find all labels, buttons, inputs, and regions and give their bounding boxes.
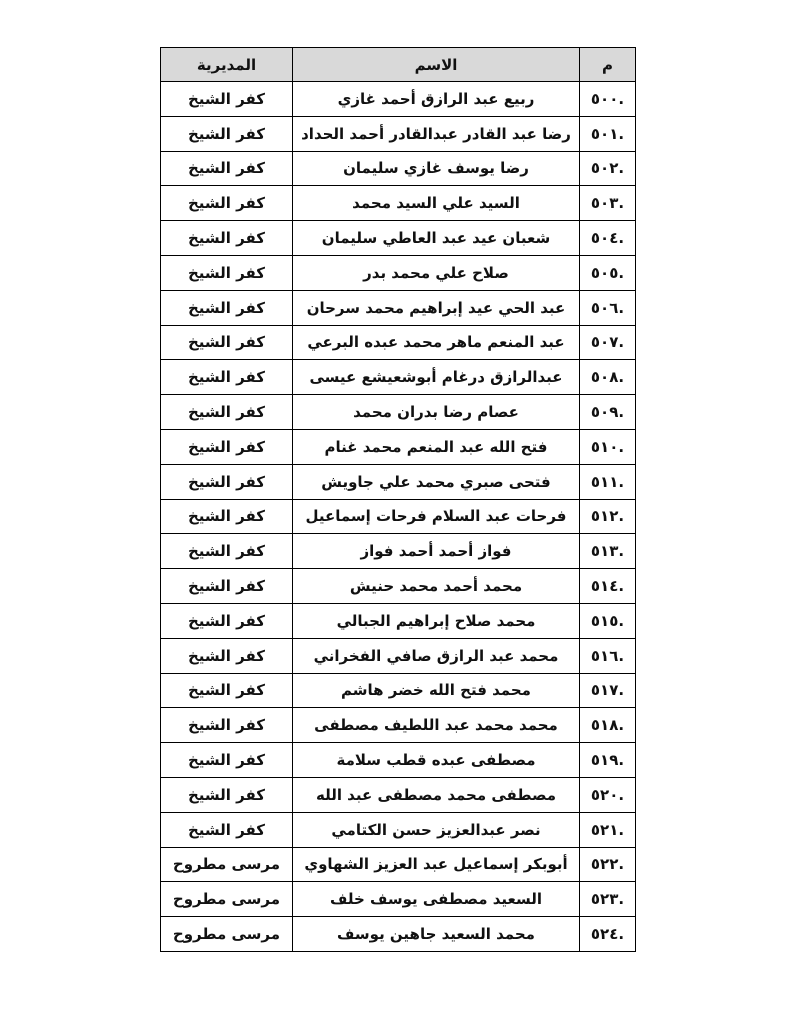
- row-directorate: كفر الشيخ: [161, 151, 293, 186]
- row-name: شعبان عيد عبد العاطي سليمان: [293, 221, 580, 256]
- row-name: محمد فتح الله خضر هاشم: [293, 673, 580, 708]
- row-directorate: كفر الشيخ: [161, 325, 293, 360]
- row-name: نصر عبدالعزيز حسن الكتامي: [293, 812, 580, 847]
- row-directorate: كفر الشيخ: [161, 708, 293, 743]
- row-number: .٥١٥: [580, 603, 636, 638]
- table-row: [161, 882, 636, 917]
- row-name: عبد الحي عيد إبراهيم محمد سرحان: [293, 290, 580, 325]
- table-row: [161, 464, 636, 499]
- row-directorate: كفر الشيخ: [161, 777, 293, 812]
- header-directorate: المديرية: [161, 48, 293, 82]
- row-number: .٥١٩: [580, 743, 636, 778]
- table-row: [161, 917, 636, 952]
- row-directorate: كفر الشيخ: [161, 186, 293, 221]
- table-row: [161, 186, 636, 221]
- row-name: محمد أحمد محمد حنيش: [293, 569, 580, 604]
- table-row: [161, 82, 636, 117]
- row-number: .٥١٤: [580, 569, 636, 604]
- table-header-row: [161, 48, 636, 82]
- row-name: فرحات عبد السلام فرحات إسماعيل: [293, 499, 580, 534]
- row-directorate: كفر الشيخ: [161, 221, 293, 256]
- row-number: .٥٢٠: [580, 777, 636, 812]
- table-row: [161, 743, 636, 778]
- row-name: السيد علي السيد محمد: [293, 186, 580, 221]
- row-directorate: كفر الشيخ: [161, 499, 293, 534]
- row-number: .٥٠٠: [580, 82, 636, 117]
- row-directorate: مرسى مطروح: [161, 882, 293, 917]
- header-name: الاسم: [293, 48, 580, 82]
- row-name: مصطفى عبده قطب سلامة: [293, 743, 580, 778]
- table-row: [161, 673, 636, 708]
- table-row: [161, 290, 636, 325]
- table-row: [161, 534, 636, 569]
- row-directorate: كفر الشيخ: [161, 116, 293, 151]
- row-number: .٥١٣: [580, 534, 636, 569]
- row-name: أبوبكر إسماعيل عبد العزيز الشهاوي: [293, 847, 580, 882]
- row-name: ربيع عبد الرازق أحمد غازي: [293, 82, 580, 117]
- row-number: .٥٠٤: [580, 221, 636, 256]
- row-number: .٥٠٣: [580, 186, 636, 221]
- row-number: .٥١٠: [580, 429, 636, 464]
- row-directorate: كفر الشيخ: [161, 464, 293, 499]
- row-name: فتحى صبري محمد علي جاويش: [293, 464, 580, 499]
- row-name: عبدالرازق درغام أبوشعيشع عيسى: [293, 360, 580, 395]
- row-number: .٥١٧: [580, 673, 636, 708]
- row-number: .٥١١: [580, 464, 636, 499]
- row-number: .٥٠٩: [580, 395, 636, 430]
- row-name: رضا عبد القادر عبدالقادر أحمد الحداد: [293, 116, 580, 151]
- table-row: [161, 603, 636, 638]
- row-directorate: كفر الشيخ: [161, 360, 293, 395]
- row-directorate: كفر الشيخ: [161, 638, 293, 673]
- table-row: [161, 221, 636, 256]
- row-number: .٥٠٨: [580, 360, 636, 395]
- row-number: .٥٢١: [580, 812, 636, 847]
- table-row: [161, 847, 636, 882]
- row-directorate: كفر الشيخ: [161, 429, 293, 464]
- row-name: فواز أحمد أحمد فواز: [293, 534, 580, 569]
- table-row: [161, 255, 636, 290]
- table-row: [161, 499, 636, 534]
- table-row: [161, 569, 636, 604]
- row-name: محمد السعيد جاهين يوسف: [293, 917, 580, 952]
- row-name: فتح الله عبد المنعم محمد غنام: [293, 429, 580, 464]
- table-row: [161, 708, 636, 743]
- table-row: [161, 777, 636, 812]
- table-body: [161, 82, 636, 952]
- row-number: .٥٠١: [580, 116, 636, 151]
- row-name: رضا يوسف غازي سليمان: [293, 151, 580, 186]
- names-table: [160, 47, 636, 952]
- row-number: .٥٢٢: [580, 847, 636, 882]
- row-number: .٥٢٤: [580, 917, 636, 952]
- row-name: محمد صلاح إبراهيم الجبالي: [293, 603, 580, 638]
- row-number: .٥١٦: [580, 638, 636, 673]
- row-directorate: كفر الشيخ: [161, 82, 293, 117]
- table-row: [161, 325, 636, 360]
- table-row: [161, 429, 636, 464]
- row-name: مصطفى محمد مصطفى عبد الله: [293, 777, 580, 812]
- table-row: [161, 638, 636, 673]
- table-row: [161, 395, 636, 430]
- row-number: .٥٠٥: [580, 255, 636, 290]
- row-number: .٥٠٢: [580, 151, 636, 186]
- row-directorate: كفر الشيخ: [161, 290, 293, 325]
- row-number: .٥١٨: [580, 708, 636, 743]
- row-directorate: كفر الشيخ: [161, 395, 293, 430]
- row-directorate: كفر الشيخ: [161, 255, 293, 290]
- row-name: محمد عبد الرازق صافي الفخراني: [293, 638, 580, 673]
- row-name: السعيد مصطفى يوسف خلف: [293, 882, 580, 917]
- row-directorate: كفر الشيخ: [161, 743, 293, 778]
- table-row: [161, 812, 636, 847]
- row-directorate: كفر الشيخ: [161, 812, 293, 847]
- table-row: [161, 116, 636, 151]
- row-name: صلاح علي محمد بدر: [293, 255, 580, 290]
- row-name: عصام رضا بدران محمد: [293, 395, 580, 430]
- row-directorate: مرسى مطروح: [161, 847, 293, 882]
- row-name: عبد المنعم ماهر محمد عبده البرعي: [293, 325, 580, 360]
- table-row: [161, 360, 636, 395]
- row-directorate: كفر الشيخ: [161, 673, 293, 708]
- row-directorate: كفر الشيخ: [161, 569, 293, 604]
- row-number: .٥٠٧: [580, 325, 636, 360]
- row-number: .٥٢٣: [580, 882, 636, 917]
- row-name: محمد محمد عبد اللطيف مصطفى: [293, 708, 580, 743]
- row-directorate: كفر الشيخ: [161, 534, 293, 569]
- row-number: .٥٠٦: [580, 290, 636, 325]
- header-number: م: [580, 48, 636, 82]
- row-directorate: كفر الشيخ: [161, 603, 293, 638]
- row-directorate: مرسى مطروح: [161, 917, 293, 952]
- table-row: [161, 151, 636, 186]
- row-number: .٥١٢: [580, 499, 636, 534]
